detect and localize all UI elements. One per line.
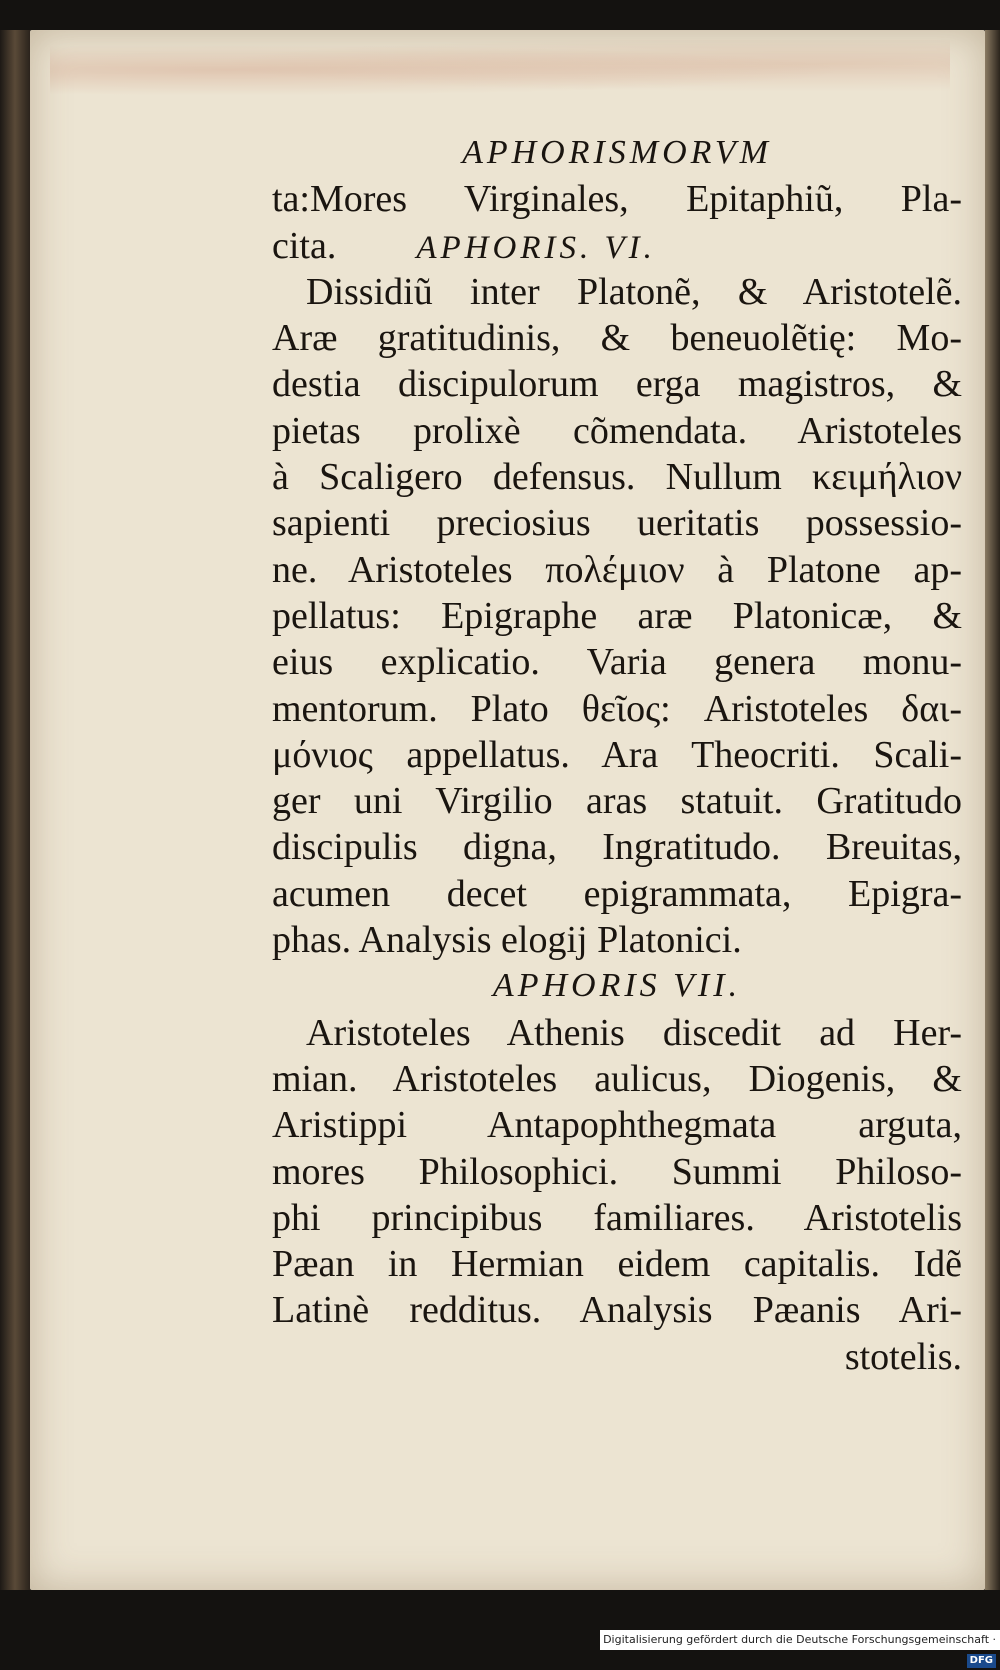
text-line: phi principibus familiares. Aristotelis <box>272 1196 962 1239</box>
page-stain <box>50 40 950 100</box>
page-edge <box>985 30 1000 1590</box>
text-line: Pæan in Hermian eidem capitalis. Idẽ <box>272 1243 962 1286</box>
text-fragment: cita. <box>272 224 337 267</box>
text-line: Aræ gratitudinis, & beneuolẽtię: Mo- <box>272 317 962 360</box>
text-line: ger uni Virgilio aras statuit. Gratitudo <box>272 780 962 823</box>
text-line: Dissidiũ inter Platonẽ, & Aristotelẽ. <box>306 270 962 313</box>
text-line: à Scaligero defensus. Nullum κειμήλιον <box>272 456 962 499</box>
text-line: ne. Aristoteles πολέμιον à Platone ap- <box>272 548 962 591</box>
text-line: pellatus: Epigraphe aræ Platonicæ, & <box>272 594 962 637</box>
text-line: Aristoteles Athenis discedit ad Her- <box>306 1011 962 1054</box>
text-line: mian. Aristoteles aulicus, Diogenis, & <box>272 1057 962 1100</box>
text-line: mentorum. Plato θεῖος: Aristoteles δαι- <box>272 687 962 730</box>
text-line: Latinè redditus. Analysis Pæanis Ari- <box>272 1289 962 1332</box>
text-line: phas. Analysis elogij Platonici. <box>272 919 742 962</box>
running-header: APHORISMORVM <box>462 134 772 171</box>
text-line: destia discipulorum erga magistros, & <box>272 363 962 406</box>
book-gutter <box>0 30 30 1590</box>
text-line: μόνιος appellatus. Ara Theocriti. Scali- <box>272 733 962 776</box>
dfg-logo: DFG <box>967 1654 996 1668</box>
text-line: pietas prolixè cõmendata. Aristoteles <box>272 409 962 452</box>
section-heading-vi: APHORIS. VI. <box>416 229 656 266</box>
text-line: eius explicatio. Varia genera monu- <box>272 641 962 684</box>
credit-text: Digitalisierung gefördert durch die Deutsche Forschungsgemeinschaft · <box>603 1633 996 1646</box>
text-line-with-heading <box>272 223 962 269</box>
text-line: sapienti preciosius ueritatis possessio- <box>272 502 962 545</box>
text-line: Aristippi Antapophthegmata arguta, <box>272 1104 962 1147</box>
section-heading-vii: APHORIS VII. <box>492 967 742 1005</box>
text-line: ta:Mores Virginales, Epitaphiũ, Pla- <box>272 178 962 221</box>
text-line: acumen decet epigrammata, Epigra- <box>272 872 962 915</box>
text-line: mores Philosophici. Summi Philoso- <box>272 1150 962 1193</box>
page-text <box>272 130 962 1380</box>
text-line: stotelis. <box>844 1335 962 1378</box>
digitization-credit <box>600 1630 1000 1666</box>
text-line: discipulis digna, Ingratitudo. Breuitas, <box>272 826 962 869</box>
